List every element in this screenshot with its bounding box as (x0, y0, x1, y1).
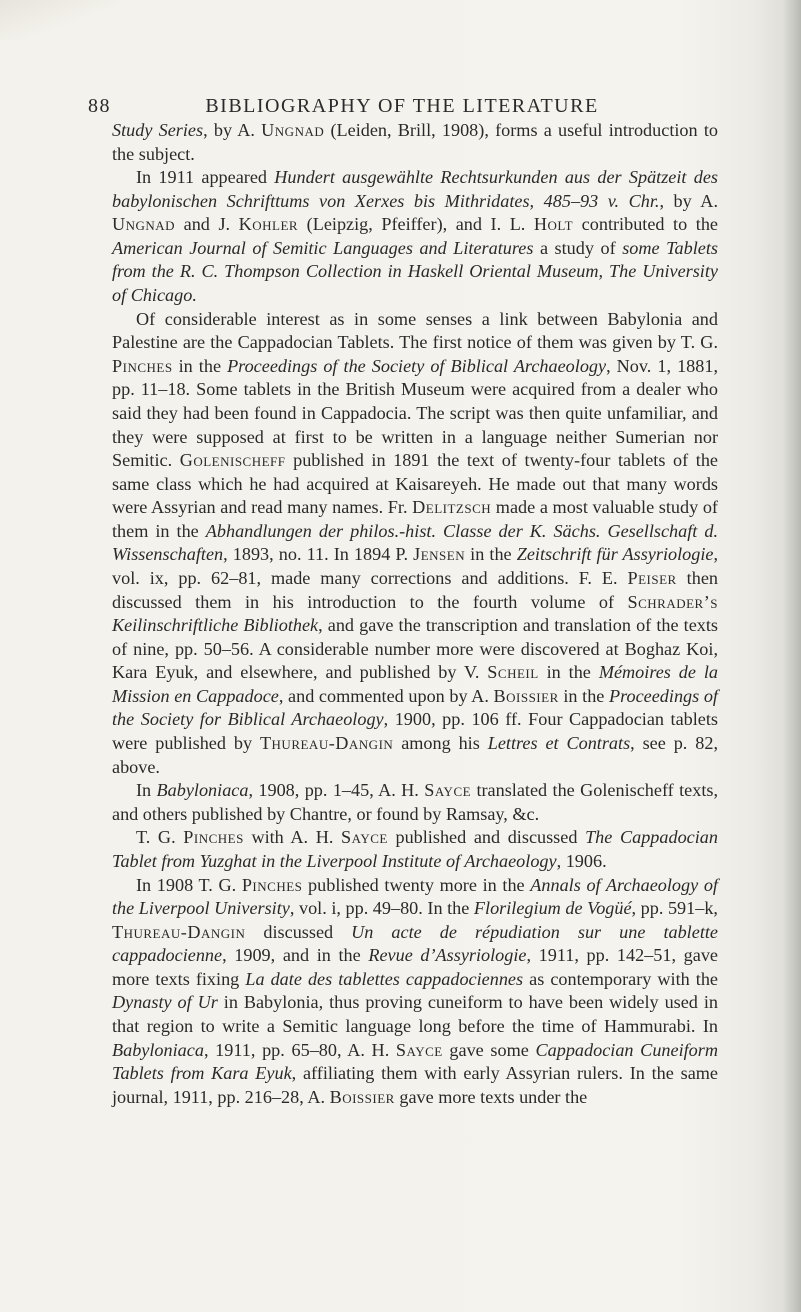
text-run: gave some (442, 1039, 536, 1060)
author-name: Sayce (395, 1039, 443, 1060)
italic-title: some Tablets from the R. C. Thompson Collection in Haskell Oriental Museum, The University of Chicago. (112, 237, 718, 306)
author-name: Schrader’s (627, 591, 718, 612)
text-run: , and commented upon by A. (278, 685, 494, 706)
italic-title: Un acte de répudiation sur une tablette cappadocienne (112, 921, 718, 966)
italic-title: Babyloniaca (156, 780, 249, 801)
page-corner-fold (0, 0, 120, 40)
text-run: in Babylonia, thus proving cuneiform to have been widely used in that region to write a Semitic language long before the time of Hammurabi. In (112, 992, 718, 1036)
italic-title: The Cappadocian Tablet from Yuzghat in the Liverpool Institute of Archaeology (112, 827, 718, 871)
italic-title: Hundert ausgewählte Rechtsurkunden aus der Spätzeit des babylonischen Schrifttums von Xerxes bis Mithridates, 485–93 v. Chr. (112, 167, 718, 211)
author-name: Ungnad (261, 120, 325, 140)
text-run: , by A. (659, 190, 718, 211)
text-run: , see p. 82, above. (112, 733, 718, 777)
text-run: in the (538, 662, 599, 683)
text-run: and J. (175, 214, 239, 235)
author-name: Ungnad (112, 214, 176, 235)
author-name: Holt (533, 214, 574, 235)
author-name: Pinches (112, 355, 173, 376)
italic-title: Abhandlungen der philos.-hist. Classe der K. Sächs. Gesellschaft d. Wissenschaften (112, 520, 719, 565)
text-run: , vol. i, pp. 49–80. In the (289, 898, 474, 919)
author-name: Thureau-Dangin (112, 921, 246, 942)
paragraph (112, 779, 718, 826)
italic-title: Dynasty of Ur (112, 992, 218, 1013)
text-run: , pp. 591–k, (631, 898, 718, 919)
italic-title: Annals of Archaeology of the Liverpool University (112, 874, 718, 919)
author-name: Pinches (241, 874, 303, 895)
italic-title: Proceedings of the Society of Biblical Archaeology (227, 355, 607, 376)
italic-title: Revue d’Assyriologie (368, 945, 527, 966)
body-text (112, 119, 718, 1109)
text-run: (Leiden, Brill, 1908), forms a useful introduction to the subject. (112, 120, 718, 164)
text-run: Of considerable interest as in some senses a link between Babylonia and Palestine are the Cappadocian Tablets. The first notice of them was given by T. G. (112, 308, 718, 353)
paragraph (112, 119, 718, 166)
italic-title: Keilinschriftliche Bibliothek (112, 615, 319, 636)
text-run: , 1906. (556, 850, 607, 871)
author-name: Scheil (487, 662, 539, 683)
text-run: , by A. (203, 120, 262, 140)
page-edge-shadow (783, 0, 801, 1312)
text-run: In 1911 appeared (136, 167, 275, 188)
text-run: , vol. ix, pp. 62–81, made many corrections and additions. F. E. (112, 544, 719, 588)
paragraph (112, 166, 718, 307)
author-name: Golenischeff (179, 450, 286, 471)
text-run: , 1908, pp. 1–45, A. H. (248, 780, 425, 801)
text-run: among his (393, 733, 488, 754)
text-run: made a most valuable study of them in the (112, 497, 718, 541)
text-run: , 1893, no. 11. In 1894 P. (223, 544, 414, 565)
text-run: as contemporary with the (523, 968, 718, 989)
text-run: contributed to the (573, 214, 718, 235)
author-name: Peiser (627, 567, 677, 588)
text-run: (Leipzig, Pfeiffer), and I. L. (298, 214, 534, 235)
text-run: , 1900, pp. 106 ff. Four Cappadocian tablets were published by (112, 709, 718, 754)
author-name: Thureau-Dangin (259, 733, 394, 754)
text-run: with A. H. (243, 827, 342, 848)
italic-title: Lettres et Contrats (487, 733, 631, 754)
text-run: T. G. (136, 827, 184, 848)
author-name: Jensen (413, 544, 466, 565)
text-run: then discussed them in his introduction to the fourth volume of (112, 567, 718, 612)
italic-title: American Journal of Semitic Languages and Literatures (112, 237, 534, 258)
text-run: , and gave the transcription and translation of the texts of nine, pp. 50–56. A considerable number more were discovered at Boghaz Koi, Kara Eyuk, and elsewhere, and published by V. (112, 615, 718, 683)
text-run: , 1911, pp. 65–80, A. H. (203, 1039, 396, 1060)
text-run: in the (558, 685, 609, 706)
text-run: published in 1891 the text of twenty-four tablets of the same class which he had acquired at Kaisareyeh. He made out that many words were Assyrian and read many names. Fr. (112, 450, 718, 518)
text-run: published and discussed (387, 827, 586, 848)
text-run: discussed (245, 921, 352, 942)
text-run: , Nov. 1, 1881, pp. 11–18. Some tablets in the British Museum were acquired from a dealer who said they had been found in Cappadocia. The script was then quite unfamiliar, and they were supposed at first to be written in a language neither Sumerian nor Semitic. (112, 355, 718, 471)
author-name: Sayce (424, 780, 472, 801)
text-run: , affiliating them with early Assyrian rulers. In the same journal, 1911, pp. 216–28, A. (112, 1063, 718, 1107)
italic-title: Zeitschrift für Assyriologie (516, 544, 714, 565)
text-run: published twenty more in the (302, 874, 531, 895)
text-run: in the (172, 355, 228, 376)
author-name: Kohler (238, 214, 299, 235)
text-run: , 1911, pp. 142–51, gave more texts fixing (112, 945, 718, 989)
paragraph (112, 874, 718, 1110)
author-name: Boissier (493, 685, 559, 706)
italic-title: Mémoires de la Mission en Cappadoce (112, 662, 719, 706)
text-run: a study of (533, 237, 623, 258)
running-title: BIBLIOGRAPHY OF THE LITERATURE (205, 95, 599, 117)
author-name: Sayce (341, 827, 388, 848)
paragraph (112, 308, 718, 780)
page-number: 88 (88, 95, 111, 117)
text-run: gave more texts under the (394, 1086, 588, 1107)
italic-title: Cappadocian Cuneiform Tablets from Kara Eyuk (112, 1039, 718, 1084)
italic-title: Florilegium de Vogüé (473, 898, 632, 919)
text-run: In (136, 780, 157, 801)
italic-title: Study Series (112, 120, 204, 140)
author-name: Boissier (329, 1086, 395, 1107)
author-name: Delitzsch (412, 497, 492, 518)
italic-title: Proceedings of the Society for Biblical Archaeology (112, 685, 718, 730)
text-run: , 1909, and in the (222, 945, 369, 966)
italic-title: Babyloniaca (112, 1039, 204, 1060)
italic-title: La date des tablettes cappadociennes (245, 968, 524, 989)
text-run: in the (465, 544, 517, 565)
paragraph (112, 826, 718, 873)
text-run: translated the Golenischeff texts, and others published by Chantre, or found by Ramsay, &c. (112, 780, 719, 824)
author-name: Pinches (183, 827, 244, 848)
text-run: In 1908 T. G. (136, 874, 242, 895)
